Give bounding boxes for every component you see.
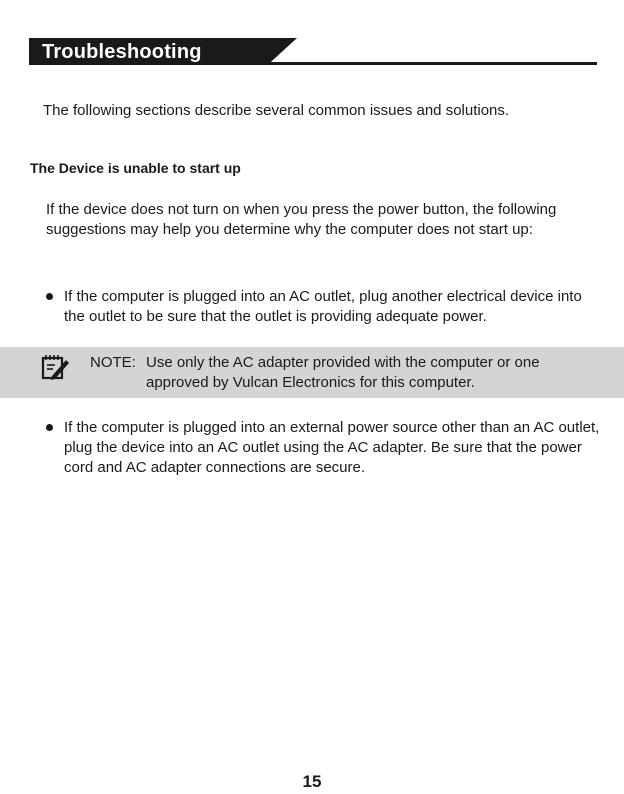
- intro-text: The following sections describe several common issues and solutions.: [43, 102, 510, 119]
- bullet-dot-icon: [46, 293, 53, 300]
- note-label: NOTE:: [90, 354, 136, 371]
- note-text: Use only the AC adapter provided with the computer or one approved by Vulcan Electronics for this computer.: [146, 354, 540, 391]
- page-title: Troubleshooting: [42, 41, 202, 63]
- bullet-item: [46, 418, 606, 478]
- note-box: [0, 347, 624, 398]
- bullet-item: [46, 287, 606, 327]
- bullet-text: If the computer is plugged into an external power source other than an AC outlet, plug the device into an AC outlet using the AC adapter. Be sure that the power cord and AC adapter connections are secure.: [64, 419, 600, 476]
- note-pencil-icon: [40, 352, 70, 382]
- section-paragraph: If the device does not turn on when you press the power button, the following suggestions may help you determine why the computer does not start up:: [46, 201, 557, 238]
- bullet-text: If the computer is plugged into an AC outlet, plug another electrical device into the outlet to be sure that the outlet is providing adequate power.: [64, 288, 582, 325]
- section-header: [29, 38, 597, 66]
- section-heading: The Device is unable to start up: [30, 160, 241, 176]
- bullet-dot-icon: [46, 424, 53, 431]
- page-number: 15: [302, 772, 322, 791]
